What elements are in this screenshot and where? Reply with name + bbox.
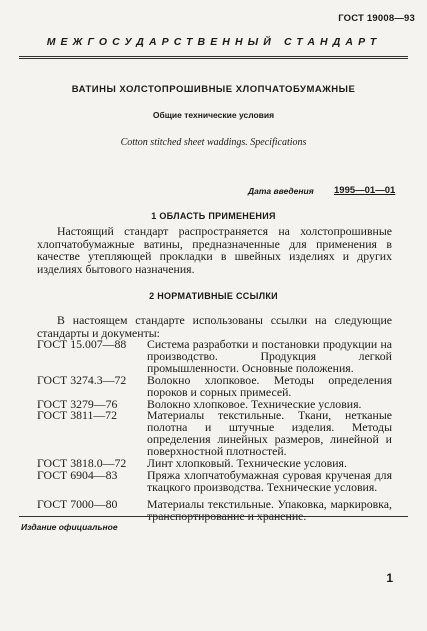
reference-description: Волокно хлопковое. Технические условия.: [147, 396, 362, 411]
section-heading-references: 2 НОРМАТИВНЫЕ ССЫЛКИ: [149, 291, 278, 301]
reference-item: [37, 496, 392, 523]
reference-code: ГОСТ 15.007—88: [37, 337, 127, 351]
reference-description: Система разработки и постановки продукции на производство. Продукция легкой промышленности. Основные положения.: [147, 337, 392, 375]
reference-code: ГОСТ 3811—72: [37, 408, 117, 423]
reference-code: ГОСТ 6904—83: [37, 467, 118, 482]
reference-item: [37, 467, 392, 494]
scope-paragraph: Настоящий стандарт распространяется на холстопрошивные хлопчатобумажные ватины, предназначенные для применения в качестве утепляющей прокладки в швейных изделиях и других изделиях бытового назначения.: [37, 224, 392, 276]
page-number: 1: [386, 571, 393, 585]
reference-item: [37, 372, 392, 399]
references-list: [37, 339, 392, 523]
document-title: ВАТИНЫ ХОЛСТОПРОШИВНЫЕ ХЛОПЧАТОБУМАЖНЫЕ: [71, 84, 356, 95]
reference-description: Материалы текстильные. Упаковка, маркировка, транспортирование и хранение.: [147, 496, 392, 523]
reference-description: Пряжа хлопчатобумажная суровая крученая для ткацкого производства. Технические условия.: [147, 467, 392, 494]
intro-date-value: 1995—01—01: [334, 185, 396, 196]
intro-date-label: Дата введения: [248, 186, 314, 196]
reference-code: ГОСТ 3279—76: [37, 396, 118, 411]
document-subtitle: Общие технические условия: [152, 110, 275, 120]
reference-code: ГОСТ 3818.0—72: [37, 456, 127, 471]
reference-description: Материалы текстильные. Ткани, нетканые полотна и штучные изделия. Методы определения линейных размеров, линейной и поверхностной плотностей.: [147, 408, 392, 459]
footer-rule: [19, 516, 408, 517]
header-rule: [19, 56, 408, 57]
header-rule-secondary: [19, 58, 408, 59]
reference-description: Линт хлопковый. Технические условия.: [147, 456, 347, 471]
series-title: МЕЖГОСУДАРСТВЕННЫЙ СТАНДАРТ: [46, 36, 382, 48]
reference-item: [37, 410, 392, 458]
document-number: ГОСТ 19008—93: [338, 13, 415, 24]
section-heading-scope: 1 ОБЛАСТЬ ПРИМЕНЕНИЯ: [151, 211, 276, 221]
reference-item: [37, 339, 392, 375]
reference-description: Волокно хлопковое. Методы определения пороков и сорных примесей.: [147, 372, 392, 399]
english-title: Cotton stitched sheet waddings. Specifications: [120, 137, 307, 148]
references-intro: В настоящем стандарте использованы ссылки на следующие стандарты и документы:: [37, 313, 392, 340]
official-edition-label: Издание официальное: [21, 522, 118, 532]
reference-code: ГОСТ 7000—80: [37, 496, 118, 511]
reference-code: ГОСТ 3274.3—72: [37, 372, 127, 387]
